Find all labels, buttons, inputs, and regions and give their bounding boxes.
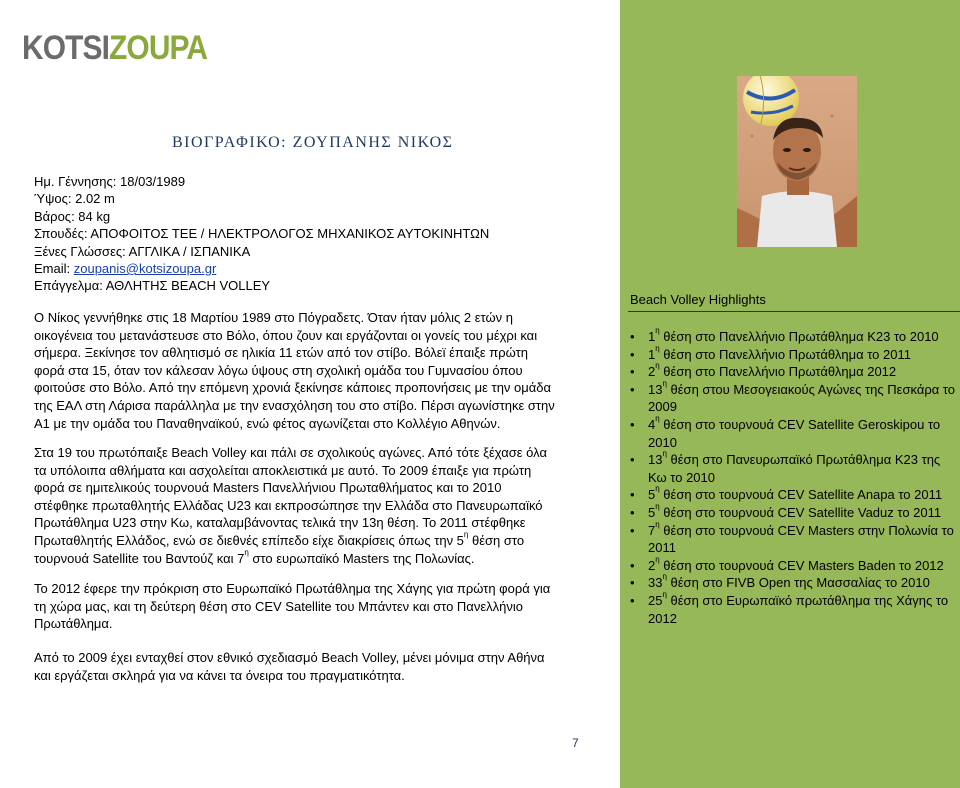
paragraph-line: της ΕΑΛ στη Λάρισα παράλληλα με την ενασχόληση του στο στίβο. Πέρσι αγωνίστηκε στην <box>34 397 555 413</box>
logo-part-1: KOTSI <box>22 29 110 67</box>
paragraph-4 <box>34 649 594 684</box>
list-item <box>628 413 958 451</box>
page-number: 7 <box>572 736 579 750</box>
ordinal-superscript: η <box>655 413 660 423</box>
logo-part-2: ZOUPA <box>109 29 208 67</box>
paragraph-line <box>34 529 594 550</box>
paragraph-3 <box>34 580 594 633</box>
email-link[interactable]: zoupanis@kotsizoupa.gr <box>73 261 217 277</box>
list-item <box>628 554 958 575</box>
placing-number: 2 <box>648 364 656 380</box>
placing-number: 5 <box>648 487 656 503</box>
text-run: στο ευρωπαϊκό Masters της Πολωνίας. <box>248 550 475 566</box>
personal-info <box>34 173 489 295</box>
paragraph-line: Πρωτάθλημα U23 στην Κω, καταλαμβάνοντας τελικά την 13η θέση. Το 2011 στέφθηκε <box>34 515 526 531</box>
ordinal-superscript: η <box>662 378 667 388</box>
info-studies: Σπουδές: ΑΠΟΦΟΙΤΟΣ ΤΕΕ / ΗΛΕΚΤΡΟΛΟΓΟΣ ΜΗΧΑΝΙΚΟΣ ΑΥΤΟΚΙΝΗΤΩΝ <box>34 226 490 242</box>
paragraph-line: οικογένεια του μετανάστευσε στο Βόλο, όπου ζουν και εργάζονται οι γονείς του μέχρι και <box>34 327 538 343</box>
info-languages: Ξένες Γλώσσες: ΑΓΓΛΙΚΑ / ΙΣΠΑΝΙΚΑ <box>34 243 251 259</box>
athlete-photo <box>737 76 857 247</box>
ordinal-superscript: η <box>655 554 660 564</box>
placing-number: 2 <box>648 557 656 573</box>
info-profession: Επάγγελμα: ΑΘΛΗΤΗΣ BEACH VOLLEY <box>34 278 271 294</box>
document-title: ΒΙΟΓΡΑΦΙΚΟ: ΖΟΥΠΑΝΗΣ ΝΙΚΟΣ <box>172 134 454 151</box>
kotsizoupa-logo <box>22 28 207 68</box>
placing-number: 1 <box>648 329 656 344</box>
ordinal-superscript: η <box>655 326 660 335</box>
list-item <box>628 328 958 346</box>
list-item <box>628 589 958 627</box>
list-item <box>628 486 958 504</box>
placing-number: 7 <box>648 522 656 538</box>
highlight-text: θέση στο τουρνουά CEV Satellite Geroskipou το 2010 <box>648 416 941 450</box>
text-run: Πρωταθλητής Ελλάδος, ενώ σε διεθνές επίπεδο είχε διακρίσεις όπως την 5 <box>34 532 464 548</box>
text-run: τουρνουά Satellite του Βαντούζ και 7 <box>34 550 245 566</box>
highlight-text: θέση στο FIVB Open της Μασσαλίας το 2010 <box>666 575 930 591</box>
paragraph-line: τη χώρα μας, και τη δεύτερη θέση στο CEV Satellite του Μπάντεν και στο Πανελλήνιο <box>34 598 523 614</box>
list-item <box>628 519 958 557</box>
ordinal-superscript: η <box>655 361 660 371</box>
paragraph-line: τα υπόλοιπα αθλήματα και ασχολείται αποκλειστικά με αυτό. Το 2009 έπαιξε για πρώτη <box>34 462 532 478</box>
ordinal-superscript: η <box>662 572 667 582</box>
ordinal-superscript: η <box>655 343 660 353</box>
info-birth: Ημ. Γέννησης: 18/03/1989 <box>34 174 186 189</box>
highlight-text: θέση στο τουρνουά CEV Satellite Anapa το 2011 <box>659 487 943 503</box>
highlight-text: θέση στο Πανευρωπαϊκό Πρωτάθλημα Κ23 της Κω το 2010 <box>648 452 941 485</box>
paragraph-1 <box>34 309 594 432</box>
paragraph-line: φοιτούσε στο Βόλο. Από την επόμενη χρονιά ξεκίνησε κάποιες προπονήσεις με την ομάδα <box>34 380 552 396</box>
paragraph-line: φορά σε ημιτελικούς τουρνουά Masters Πανελλήνιου Πρωταθλήματος και το 2010 <box>34 480 502 496</box>
email-label: Email: <box>34 261 74 277</box>
paragraph-line: Πρωτάθλημα. <box>34 616 113 632</box>
highlights-divider <box>628 311 960 312</box>
placing-number: 5 <box>648 504 656 520</box>
placing-number: 33 <box>648 575 663 591</box>
placing-number: 4 <box>648 416 656 432</box>
highlights-list <box>628 328 958 627</box>
list-item <box>628 378 958 416</box>
placing-number: 13 <box>648 452 663 468</box>
paragraph-line: Από το 2009 έχει ενταχθεί στον εθνικό σχεδιασμό Beach Volley, μένει μόνιμα στην Αθήνα <box>34 650 545 665</box>
text-run: θέση στο <box>468 532 525 548</box>
info-email-line <box>34 260 489 277</box>
paragraph-line: στέφθηκε πρωταθλητής Ελλάδας U23 και εκπροσώπησε την Ελλάδα στο Πανευρωπαϊκό <box>34 497 543 513</box>
paragraph-line: σήμερα. Ξεκίνησε τον αθλητισμό σε ηλικία 11 ετών από τον στίβο. Βόλεϊ έπαιξε πρώτη <box>34 345 528 361</box>
ordinal-superscript: η <box>655 501 660 511</box>
highlight-text: θέση στο Ευρωπαϊκό πρωτάθλημα της Χάγης το 2012 <box>648 592 949 626</box>
ordinal-superscript: η <box>244 547 249 557</box>
list-item <box>628 501 958 522</box>
highlight-text: θέση στο τουρνουά CEV Masters στην Πολωνία το 2011 <box>648 522 954 556</box>
highlight-text: θέση στο τουρνουά CEV Satellite Vaduz το 2011 <box>659 504 942 520</box>
ordinal-superscript: η <box>655 519 660 529</box>
highlight-text: θέση στο Πανελλήνιο Πρωτάθλημα 2012 <box>659 364 897 380</box>
list-item <box>628 574 958 592</box>
placing-number: 1 <box>648 346 656 362</box>
placing-number: 25 <box>648 592 663 608</box>
paragraph-line: Ο Νίκος γεννήθηκε στις 18 Μαρτίου 1989 στο Πόγραδετς. Όταν ήταν μόλις 2 ετών η <box>34 310 513 325</box>
paragraph-line: Α1 με την ομάδα του Παναθηναϊκού, ενώ φέτος αγωνίζεται στο Κολλέγιο Αθηνών. <box>34 415 501 431</box>
highlight-text: θέση στο τουρνουά CEV Masters Baden το 2012 <box>659 557 944 573</box>
paragraph-line: Το 2012 έφερε την πρόκριση στο Ευρωπαϊκό Πρωτάθλημα της Χάγης για πρώτη φορά για <box>34 581 551 596</box>
paragraph-line: και εργάζεται σκληρά για να κάνει τα όνειρα του πραγματικότητα. <box>34 667 405 683</box>
ordinal-superscript: η <box>662 449 667 459</box>
list-item <box>628 363 958 381</box>
highlight-text: θέση στο Πανελλήνιο Πρωτάθλημα το 2011 <box>659 346 911 362</box>
ordinal-superscript: η <box>662 589 667 599</box>
paragraph-2 <box>34 444 594 567</box>
info-height: Ύψος: 2.02 m <box>34 191 115 207</box>
highlight-text: θέση στου Μεσογειακούς Αγώνες της Πεσκάρα το 2009 <box>648 381 956 415</box>
ordinal-superscript: η <box>655 484 660 494</box>
ordinal-superscript: η <box>463 529 469 539</box>
paragraph-line: Στα 19 του πρωτόπαιξε Beach Volley και πάλι σε σχολικούς αγώνες. Από τότε ξέχασε όλα <box>34 445 547 460</box>
list-item <box>628 343 958 364</box>
list-item <box>628 451 958 486</box>
paragraph-line <box>34 547 594 568</box>
placing-number: 13 <box>648 381 663 397</box>
paragraph-line: φορά στα 15, όταν τον κάλεσαν λόγω ύψους στη σχολική ομάδα του Γυμνασίου όπου <box>34 362 523 378</box>
highlights-title: Beach Volley Highlights <box>630 292 766 307</box>
highlight-text: θέση στο Πανελλήνιο Πρωτάθλημα Κ23 το 2010 <box>659 329 939 344</box>
info-weight: Βάρος: 84 kg <box>34 208 111 224</box>
